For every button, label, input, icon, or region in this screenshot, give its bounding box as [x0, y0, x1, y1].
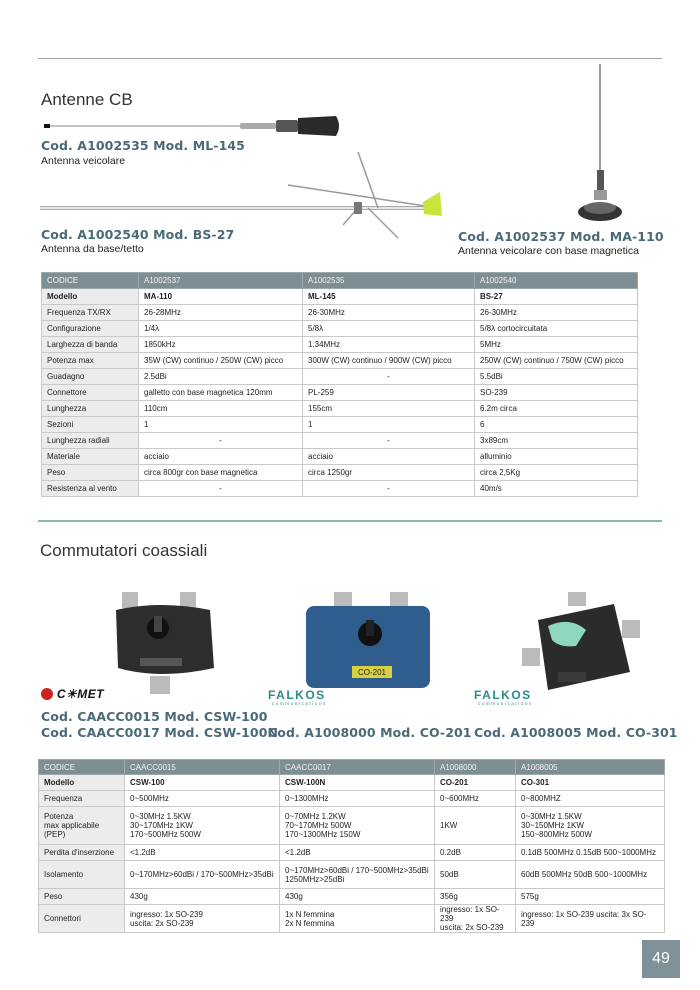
falkos-logo-1: FALKOS	[268, 688, 326, 702]
row-label: Resistenza al vento	[42, 481, 139, 497]
ml145-code: Cod. A1002535 Mod. ML-145	[41, 138, 245, 153]
table-cell: 40m/s	[475, 481, 638, 497]
bs27-description: Antenna da base/tetto	[41, 243, 144, 255]
row-label: Materiale	[42, 449, 139, 465]
table-row	[42, 433, 638, 449]
table-cell: 1	[139, 417, 303, 433]
table-cell: CSW-100	[125, 775, 280, 791]
table-cell: 1.34MHz	[303, 337, 475, 353]
table-cell: -	[303, 369, 475, 385]
table-row	[39, 905, 665, 933]
table-cell: 0~170MHz>60dBi / 170~500MHz>35dBi 1250MHz>25dBi	[280, 861, 435, 889]
table-cell: MA-110	[139, 289, 303, 305]
row-label: Modello	[39, 775, 125, 791]
table-cell: SO-239	[475, 385, 638, 401]
comet-logo-text: C☀MET	[56, 687, 105, 701]
table-cell: -	[139, 433, 303, 449]
table-cell: -	[303, 481, 475, 497]
comet-logo	[41, 687, 104, 701]
table-cell: 0~600MHz	[435, 791, 516, 807]
table-cell: <1.2dB	[125, 845, 280, 861]
table-cell: 0~30MHz 1.5KW 30~150MHz 1KW 150~800MHz 500W	[516, 807, 665, 845]
header-cell: A1002540	[475, 273, 638, 289]
antenne-section-title: Antenne CB	[41, 90, 133, 109]
row-label: Frequenza TX/RX	[42, 305, 139, 321]
table-cell: 250W (CW) continuo / 750W (CW) picco	[475, 353, 638, 369]
ml145-description: Antenna veicolare	[41, 155, 126, 167]
table-row	[39, 845, 665, 861]
table-row	[42, 417, 638, 433]
table-cell: 1/4λ	[139, 321, 303, 337]
csw100-code: Cod. CAACC0015 Mod. CSW-100	[41, 709, 268, 724]
co201-image	[300, 590, 430, 695]
table-cell: 5.5dBi	[475, 369, 638, 385]
table-cell: 430g	[125, 889, 280, 905]
header-cell: A1008005	[516, 760, 665, 775]
table-cell: 110cm	[139, 401, 303, 417]
row-label: Peso	[39, 889, 125, 905]
table-cell: circa 800gr con base magnetica	[139, 465, 303, 481]
table-cell: 300W (CW) continuo / 900W (CW) picco	[303, 353, 475, 369]
table-cell: PL-259	[303, 385, 475, 401]
table-row	[42, 289, 638, 305]
table-cell: 0~70MHz 1.2KW 70~170MHz 500W 170~1300MHz 150W	[280, 807, 435, 845]
table-cell: -	[139, 481, 303, 497]
row-label: Configurazione	[42, 321, 139, 337]
table-cell: 430g	[280, 889, 435, 905]
table-cell: CO-301	[516, 775, 665, 791]
table-cell: galletto con base magnetica 120mm	[139, 385, 303, 401]
row-label: Larghezza di banda	[42, 337, 139, 353]
table-cell: ML-145	[303, 289, 475, 305]
table-row	[42, 481, 638, 497]
section-divider	[38, 520, 662, 522]
table-row	[42, 321, 638, 337]
table-cell: acciaio	[303, 449, 475, 465]
table-cell: 26-28MHz	[139, 305, 303, 321]
table-cell: 26-30MHz	[303, 305, 475, 321]
table-cell: 6	[475, 417, 638, 433]
table-cell: 50dB	[435, 861, 516, 889]
table-row	[39, 889, 665, 905]
co201-device-label: CO-201	[357, 668, 387, 677]
table-cell: BS-27	[475, 289, 638, 305]
top-rule	[38, 58, 662, 59]
table-cell: 5MHz	[475, 337, 638, 353]
table-cell: 356g	[435, 889, 516, 905]
table-cell: circa 1250gr	[303, 465, 475, 481]
table-row	[39, 807, 665, 845]
table-cell: circa 2,5Kg	[475, 465, 638, 481]
table-cell: 575g	[516, 889, 665, 905]
table-cell: 1KW	[435, 807, 516, 845]
row-label: Perdita d'inserzione	[39, 845, 125, 861]
table-cell: 0~800MHZ	[516, 791, 665, 807]
falkos-logo-1-sub: communications	[272, 701, 327, 706]
row-label: Sezioni	[42, 417, 139, 433]
table-cell: ingresso: 1x SO-239 uscita: 2x SO-239	[435, 905, 516, 933]
table-row	[42, 337, 638, 353]
table-cell: ingresso: 1x SO-239 uscita: 2x SO-239	[125, 905, 280, 933]
csw100n-code: Cod. CAACC0017 Mod. CSW-100N	[41, 725, 279, 740]
row-label: Connettore	[42, 385, 139, 401]
table-row	[39, 775, 665, 791]
header-cell: A1008000	[435, 760, 516, 775]
row-label: Lunghezza	[42, 401, 139, 417]
bs27-code: Cod. A1002540 Mod. BS-27	[41, 227, 235, 242]
ma110-antenna-image	[570, 62, 640, 230]
table-cell: 0~30MHz 1.5KW 30~170MHz 1KW 170~500MHz 500W	[125, 807, 280, 845]
table-row	[42, 401, 638, 417]
row-label: Isolamento	[39, 861, 125, 889]
table-cell: <1.2dB	[280, 845, 435, 861]
table-row	[42, 369, 638, 385]
table-row	[39, 861, 665, 889]
header-cell: CAACC0015	[125, 760, 280, 775]
table-cell: 26-30MHz	[475, 305, 638, 321]
table-row	[39, 791, 665, 807]
switch-spec-table	[38, 759, 665, 933]
row-label: Frequenza	[39, 791, 125, 807]
table-row	[42, 305, 638, 321]
antenna-spec-table	[41, 272, 638, 497]
falkos-logo-2: FALKOS	[474, 688, 532, 702]
page-number: 49	[642, 940, 680, 978]
table-cell: ingresso: 1x SO-239 uscita: 3x SO-239	[516, 905, 665, 933]
table-row	[42, 353, 638, 369]
table-cell: 60dB 500MHz 50dB 500~1000MHz	[516, 861, 665, 889]
header-cell: CAACC0017	[280, 760, 435, 775]
table-cell: CSW-100N	[280, 775, 435, 791]
row-label: Potenza max	[42, 353, 139, 369]
row-label: Connettori	[39, 905, 125, 933]
row-label: Guadagno	[42, 369, 139, 385]
table-cell: 2.5dBi	[139, 369, 303, 385]
row-label: Peso	[42, 465, 139, 481]
table-cell: CO-201	[435, 775, 516, 791]
table-cell: 0~1300MHz	[280, 791, 435, 807]
table-cell: 0.2dB	[435, 845, 516, 861]
table-cell: 5/8λ	[303, 321, 475, 337]
ma110-code: Cod. A1002537 Mod. MA-110	[458, 229, 664, 244]
table-cell: 1	[303, 417, 475, 433]
header-cell: CODICE	[42, 273, 139, 289]
row-label: Lunghezza radiali	[42, 433, 139, 449]
co201-code: Cod. A1008000 Mod. CO-201	[268, 725, 472, 740]
table-cell: 0~170MHz>60dBi / 170~500MHz>35dBi	[125, 861, 280, 889]
table-cell: 155cm	[303, 401, 475, 417]
table-row	[42, 385, 638, 401]
table-cell: alluminio	[475, 449, 638, 465]
comet-logo-icon	[41, 688, 53, 700]
table-cell: 0~500MHz	[125, 791, 280, 807]
header-cell: CODICE	[39, 760, 125, 775]
table-row	[42, 465, 638, 481]
header-cell: A1002537	[139, 273, 303, 289]
row-label: Potenza max applicabile (PEP)	[39, 807, 125, 845]
csw100-image	[110, 588, 220, 698]
table-cell: -	[303, 433, 475, 449]
table-cell: 3x89cm	[475, 433, 638, 449]
table-cell: 5/8λ cortocircuitata	[475, 321, 638, 337]
co301-code: Cod. A1008005 Mod. CO-301	[474, 725, 678, 740]
falkos-logo-2-sub: communications	[478, 701, 533, 706]
commutatori-section-title: Commutatori coassiali	[40, 541, 208, 560]
table-row	[42, 449, 638, 465]
table-cell: acciaio	[139, 449, 303, 465]
switch-table-header	[39, 760, 665, 775]
header-cell: A1002535	[303, 273, 475, 289]
table-cell: 35W (CW) continuo / 250W (CW) picco	[139, 353, 303, 369]
table-cell: 0.1dB 500MHz 0.15dB 500~1000MHz	[516, 845, 665, 861]
ma110-description: Antenna veicolare con base magnetica	[458, 245, 639, 257]
co301-image	[518, 590, 643, 695]
table-cell: 1x N femmina 2x N femmina	[280, 905, 435, 933]
antenna-table-header	[42, 273, 638, 289]
table-cell: 1850kHz	[139, 337, 303, 353]
row-label: Modello	[42, 289, 139, 305]
table-cell: 6.2m circa	[475, 401, 638, 417]
